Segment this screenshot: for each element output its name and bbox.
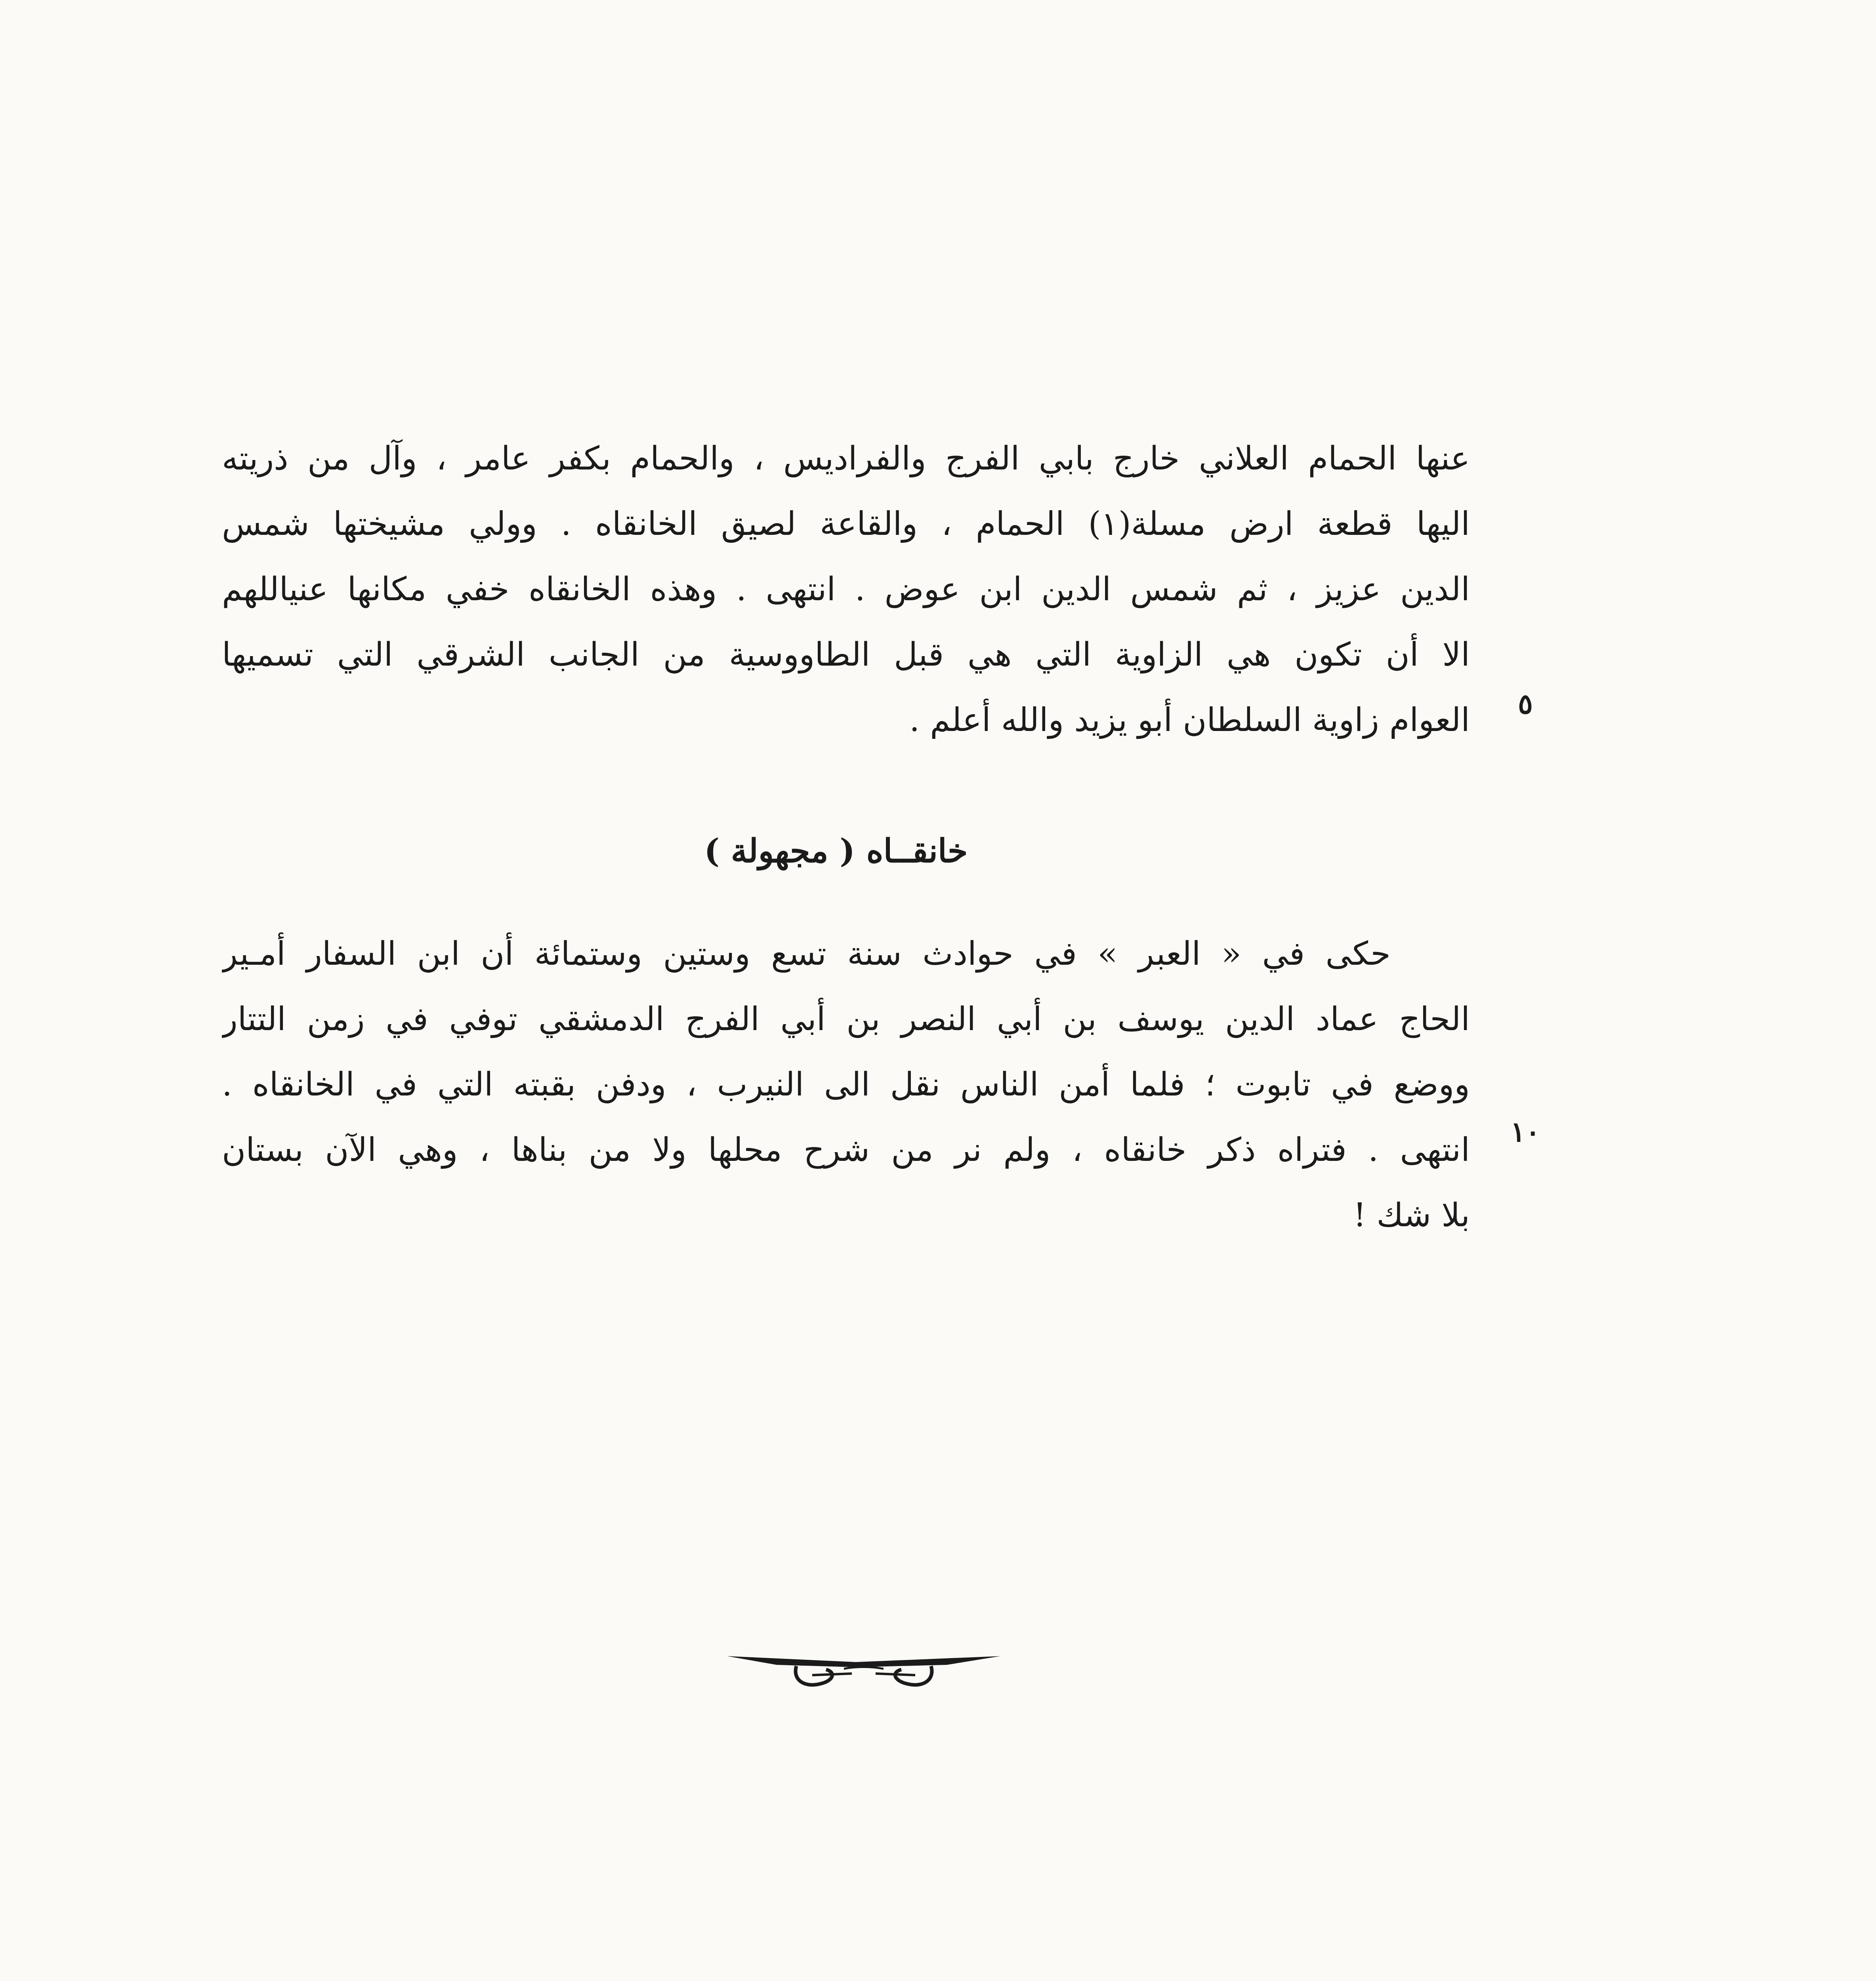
- line-number-5: ٥: [1518, 687, 1533, 720]
- paragraph-line: بلا شك !: [1353, 1197, 1470, 1234]
- paragraph-line: اليها قطعة ارض مسلة(١) الحمام ، والقاعة لصيق الخانقاه . وولي مشيختها شمس: [222, 505, 1470, 543]
- paragraph-line: الا أن تكون هي الزاوية التي هي قبل الطاووسية من الجانب الشرقي التي تسميها: [222, 636, 1470, 674]
- paragraph-line: انتهى . فتراه ذكر خانقاه ، ولم نر من شرح محلها ولا من بناها ، وهي الآن بستان: [222, 1131, 1470, 1169]
- paragraph-2: [222, 921, 1470, 1248]
- paragraph-line: الحاج عماد الدين يوسف بن أبي النصر بن أبي الفرج الدمشقي توفي في زمن التتار: [222, 1000, 1470, 1038]
- paragraph-line: العوام زاوية السلطان أبو يزيد والله أعلم .: [909, 701, 1470, 739]
- section-heading: خانقــاه ( مجهولة ): [704, 832, 968, 870]
- paragraph-line: حكى في « العبر » في حوادث سنة تسع وستين وستمائة أن ابن السفار أمـير: [222, 935, 1391, 973]
- paragraph-line: ووضع في تابوت ؛ فلما أمن الناس نقل الى النيرب ، ودفن بقبته التي في الخانقاه .: [222, 1066, 1470, 1103]
- line-number-10: ١٠: [1510, 1115, 1540, 1148]
- paragraph-line: عنها الحمام العلاني خارج بابي الفرج والفراديس ، والحمام بكفر عامر ، وآل من ذريته: [222, 440, 1470, 477]
- paragraph-line: الدين عزيز ، ثم شمس الدين ابن عوض . انتهى . وهذه الخانقاه خفي مكانها عنياللهم: [222, 571, 1470, 608]
- paragraph-1: [222, 426, 1470, 753]
- ornament-divider-icon: [725, 1644, 1002, 1696]
